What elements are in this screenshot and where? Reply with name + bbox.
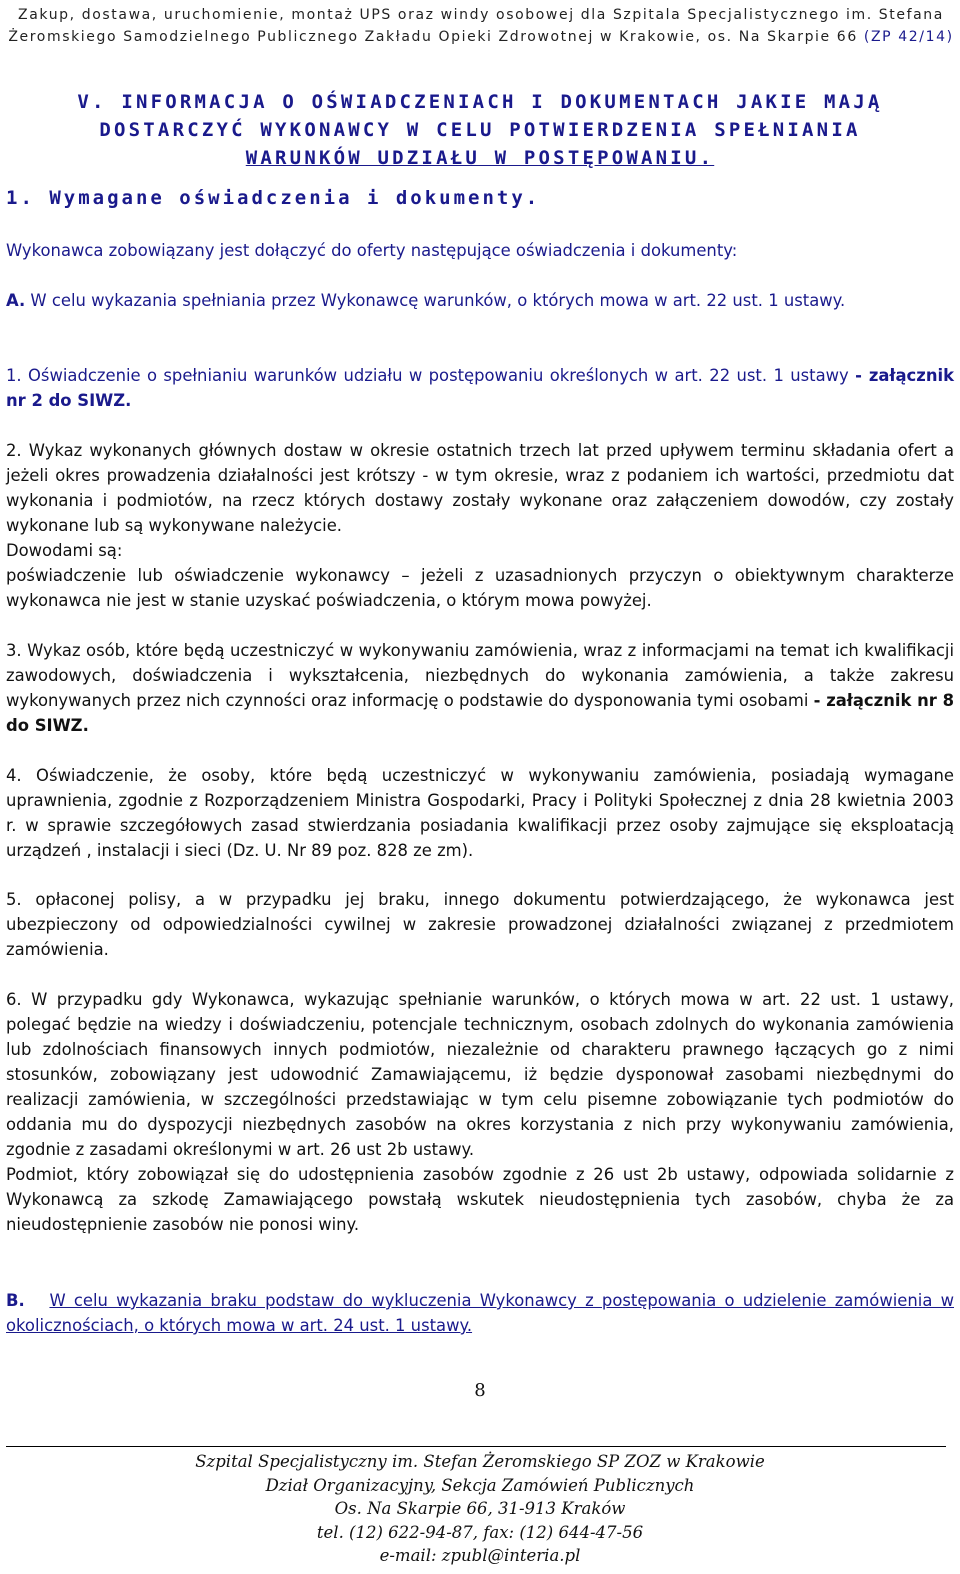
item-6-text: 6. W przypadku gdy Wykonawca, wykazując spełnianie warunków, o których mowa w art. 22 ust. 1 ustawy, polegać będzie na wiedzy i doświadczeniu, potencjale technicznym, osobach zdolnych do wykonania zamówienia lub zdolnościach finansowych innych podmiotów, niezależnie od charakteru prawnego łączących go z nimi stosunków, zobowiązany jest udowodnić Zamawiającemu, iż będzie dysponował zasobami niezbędnymi do realizacji zamówienia, w szczególności przedstawiając w tym celu pisemne zobowiązanie tych podmiotów do oddania mu do dyspozycji niezbędnych zasobów na okres korzystania z nich przy wykonywaniu zamówienia, zgodnie z zasadami określonymi w art. 26 ust 2b ustawy. [6,990,954,1159]
header-reference: (ZP 42/14) [863,29,954,45]
item-3-attachment: - załącznik nr 8 do SIWZ. [6,691,954,735]
item-3-text: 3. Wykaz osób, które będą uczestniczyć w wykonywaniu zamówienia, wraz z informacjami na temat ich kwalifikacji zawodowych, doświadczenia i wykształcenia, niezbędnych do wykonania zamówienia, a także zakresu wykonywanych przez nich czynności oraz informację o podstawie do dysponowania tymi osobami [6,641,954,710]
part-a-text: W celu wykazania spełniania przez Wykonawcę warunków, o których mowa w art. 22 ust. 1 ustawy. [25,291,846,310]
item-6 [6,987,954,1237]
section-title-line-1: V. INFORMACJA O OŚWIADCZENIACH I DOKUMENTACH JAKIE MAJĄ [77,91,883,113]
item-2 [6,438,954,613]
part-a [6,288,954,313]
header-line-1: Zakup, dostawa, uruchomienie, montaż UPS oraz windy osobowej dla Szpitala Specjalistycznego im. Stefana [18,7,944,23]
section-title-line-3: WARUNKÓW UDZIAŁU W POSTĘPOWANIU. [245,147,715,169]
item-5: 5. opłaconej polisy, a w przypadku jej braku, innego dokumentu potwierdzającego, że wykonawca jest ubezpieczony od odpowiedzialności cywilnej w zakresie prowadzonej działalności związanej z przedmiotem zamówienia. [6,890,954,959]
item-6-text-2: Podmiot, który zobowiązał się do udostępnienia zasobów zgodnie z 26 ust 2b ustawy, odpowiada solidarnie z Wykonawcą za szkodę Zamawiającego powstałą wskutek nieudostępnienia tych zasobów, chyba że za nieudostępnienie zasobów nie ponosi winy. [6,1165,954,1234]
footer-line-1: Szpital Specjalistyczny im. Stefan Żeromskiego SP ZOZ w Krakowie [195,1452,765,1471]
document-header [6,4,956,48]
item-1-text: 1. Oświadczenie o spełnianiu warunków udziału w postępowaniu określonych w art. 22 ust. 1 ustawy [6,366,856,385]
part-b-label: B. [6,1291,25,1310]
item-1 [6,363,954,413]
part-a-label: A. [6,291,26,310]
item-2-evidence-text: poświadczenie lub oświadczenie wykonawcy – jeżeli z uzasadnionych przyczyn o obiektywnym charakterze wykonawca nie jest w stanie uzyskać poświadczenia, o którym mowa powyżej. [6,566,954,610]
item-3 [6,638,954,738]
item-4: 4. Oświadczenie, że osoby, które będą uczestniczyć w wykonywaniu zamówienia, posiadają wymagane uprawnienia, zgodnie z Rozporządzeniem Ministra Gospodarki, Pracy i Polityki Społecznej z dnia 28 kwietnia 2003 r. w sprawie szczegółowych zasad stwierdzania posiadania kwalifikacji przez osoby zajmujące się eksploatacją urządzeń , instalacji i sieci (Dz. U. Nr 89 poz. 828 ze zm). [6,766,954,860]
section-title [40,88,920,172]
part-b [6,1288,954,1338]
footer-line-3: Os. Na Skarpie 66, 31-913 Kraków [334,1499,626,1518]
section-title-line-2: DOSTARCZYĆ WYKONAWCY W CELU POTWIERDZENIA SPEŁNIANIA [99,119,861,141]
footer-line-4: tel. (12) 622-94-87, fax: (12) 644-47-56 [316,1522,644,1542]
header-line-2: Żeromskiego Samodzielnego Publicznego Zakładu Opieki Zdrowotnej w Krakowie, os. Na Skarpie 66 [8,29,864,45]
document-footer [0,1450,960,1568]
part-b-text: W celu wykazania braku podstaw do wykluczenia Wykonawcy z postępowania o udzielenie zamówienia w okolicznościach, o których mowa w art. 24 ust. 1 ustawy. [6,1291,954,1335]
footer-divider [6,1446,946,1447]
item-2-text: 2. Wykaz wykonanych głównych dostaw w okresie ostatnich trzech lat przed upływem terminu składania ofert a jeżeli okres prowadzenia działalności jest krótszy - w tym okresie, wraz z podaniem ich wartości, przedmiotu dat wykonania i podmiotów, na rzecz których dostawy zostały wykonane oraz załączeniem dowodów, czy zostały wykonane lub są wykonywane należycie. [6,441,954,535]
subheading: 1. Wymagane oświadczenia i dokumenty. [6,187,541,209]
item-1-attachment: - załącznik nr 2 do SIWZ. [6,366,955,410]
intro-paragraph: Wykonawca zobowiązany jest dołączyć do oferty następujące oświadczenia i dokumenty: [6,241,738,260]
footer-email: e-mail: zpubl@interia.pl [379,1546,581,1565]
page-number: 8 [474,1380,486,1401]
footer-line-2: Dział Organizacyjny, Sekcja Zamówień Publicznych [265,1475,695,1495]
item-2-evidence-label: Dowodami są: [6,541,123,560]
